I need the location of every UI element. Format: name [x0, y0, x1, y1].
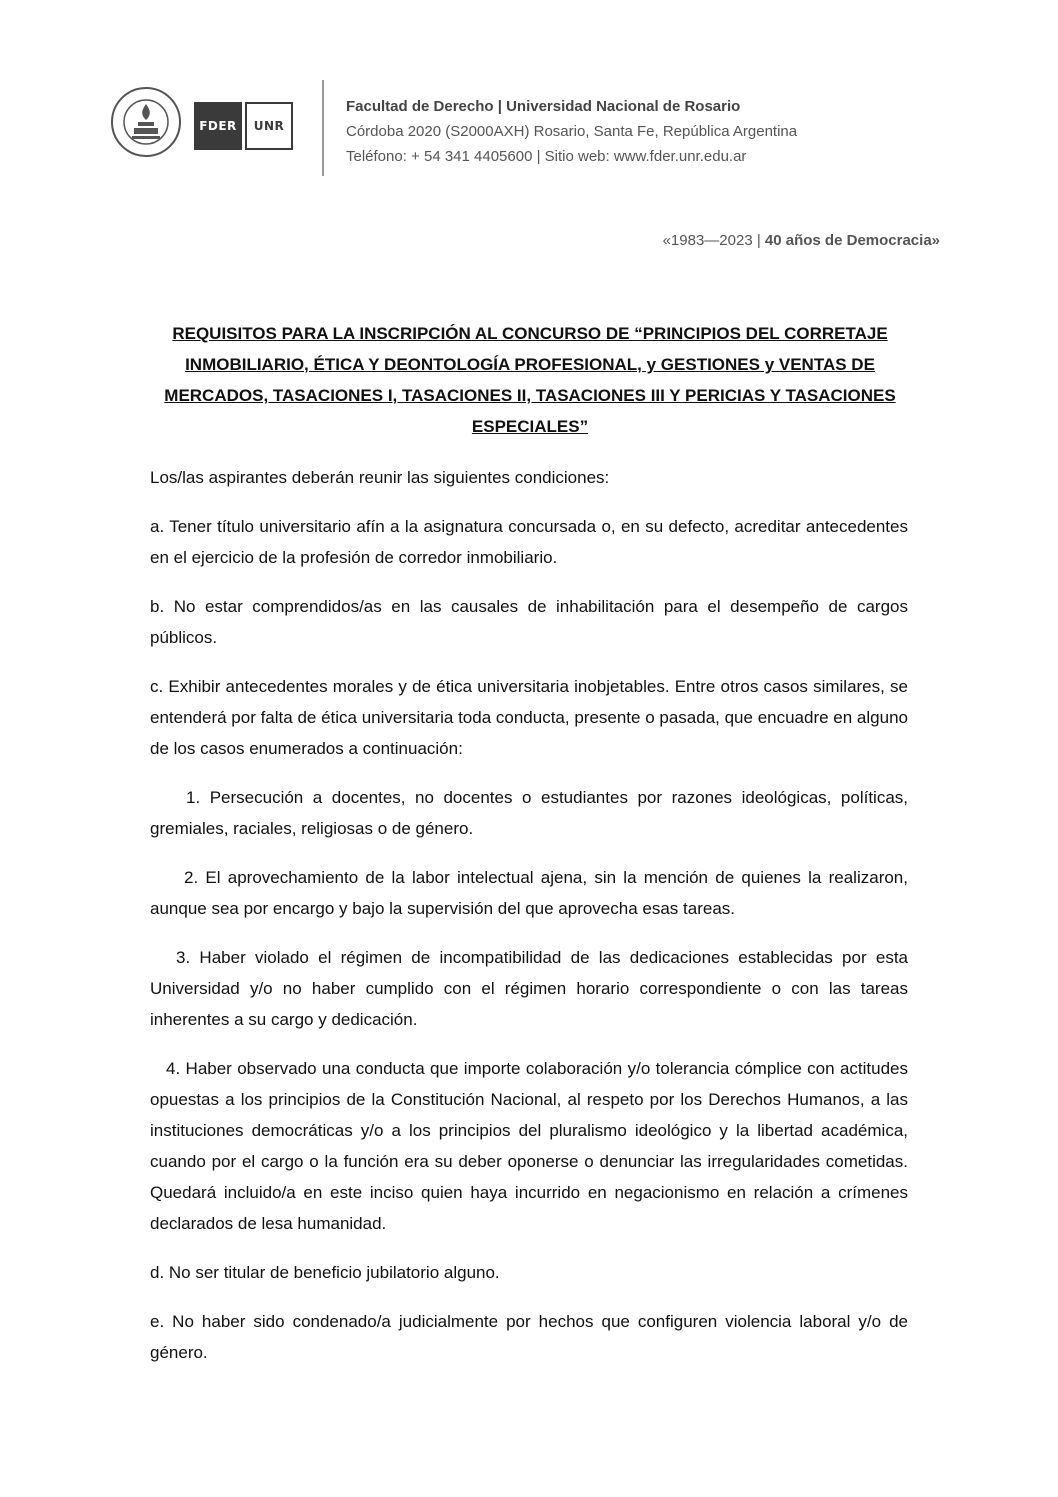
institution-contact: Teléfono: + 54 341 4405600 | Sitio web: www.fder.unr.edu.ar [346, 148, 747, 165]
requirement-a: a. Tener título universitario afín a la asignatura concursada o, en su defecto, acreditar antecedentes en el ejercicio de la profesión de corredor inmobiliario. [150, 517, 908, 567]
header-divider [322, 80, 324, 176]
requirement-e: e. No haber sido condenado/a judicialmente por hechos que configuren violencia laboral y/o de género. [150, 1312, 908, 1362]
motto-text: 40 años de Democracia» [764, 232, 940, 249]
requirement-c: c. Exhibir antecedentes morales y de ética universitaria inobjetables. Entre otros casos similares, se entenderá por falta de ética universitaria toda conducta, presente o pasada, que encuadre en alguno de los casos enumerados a continuación: [150, 677, 908, 758]
intro-paragraph: Los/las aspirantes deberán reunir las siguientes condiciones: [150, 468, 610, 487]
requirement-c-3: 3. Haber violado el régimen de incompatibilidad de las dedicaciones establecidas por esta Universidad y/o no haber cumplido con el régimen horario correspondiente o con las tareas inherentes a su cargo y dedicación. [150, 948, 908, 1029]
document-title: REQUISITOS PARA LA INSCRIPCIÓN AL CONCURSO DE “PRINCIPIOS DEL CORRETAJE INMOBILIARIO, ÉTICA Y DEONTOLOGÍA PROFESIONAL, y GESTIONES y VENTAS DE MERCADOS, TASACIONES I, TASACIONES II, TASACIONES III Y PERICIAS Y TASACIONES ESPECIALES” [164, 324, 896, 436]
democracy-motto [663, 232, 940, 249]
institution-name: Facultad de Derecho | Universidad Nacional de Rosario [346, 98, 741, 115]
motto-years: «1983—2023 | [662, 232, 761, 249]
fder-logo: FDER [194, 102, 242, 150]
requirement-c-1: 1. Persecución a docentes, no docentes o estudiantes por razones ideológicas, políticas, gremiales, raciales, religiosas o de género. [150, 788, 908, 838]
institution-address: Córdoba 2020 (S2000AXH) Rosario, Santa Fe, República Argentina [346, 123, 798, 140]
letterhead [100, 80, 960, 180]
institution-info [346, 94, 797, 169]
unr-logo: UNR [245, 102, 293, 150]
requirement-c-4: 4. Haber observado una conducta que importe colaboración y/o tolerancia cómplice con actitudes opuestas a los principios de la Constitución Nacional, al respeto por los Derechos Humanos, a las instituciones democráticas y/o a los principios del pluralismo ideológico y la libertad académica, cuando por el cargo o la función era su deber oponerse o denunciar las irregularidades cometidas. Quedará incluido/a en este inciso quien haya incurrido en negacionismo en relación a crímenes declarados de lesa humanidad. [150, 1059, 908, 1233]
requirement-b: b. No estar comprendidos/as en las causales de inhabilitación para el desempeño de cargos públicos. [150, 597, 908, 647]
requirement-c-2: 2. El aprovechamiento de la labor intelectual ajena, sin la mención de quienes la realizaron, aunque sea por encargo y bajo la supervisión del que aprovecha esas tareas. [150, 868, 908, 918]
requirement-d: d. No ser titular de beneficio jubilatorio alguno. [150, 1263, 500, 1282]
university-seal-icon [110, 86, 182, 158]
document-body [150, 462, 908, 1386]
